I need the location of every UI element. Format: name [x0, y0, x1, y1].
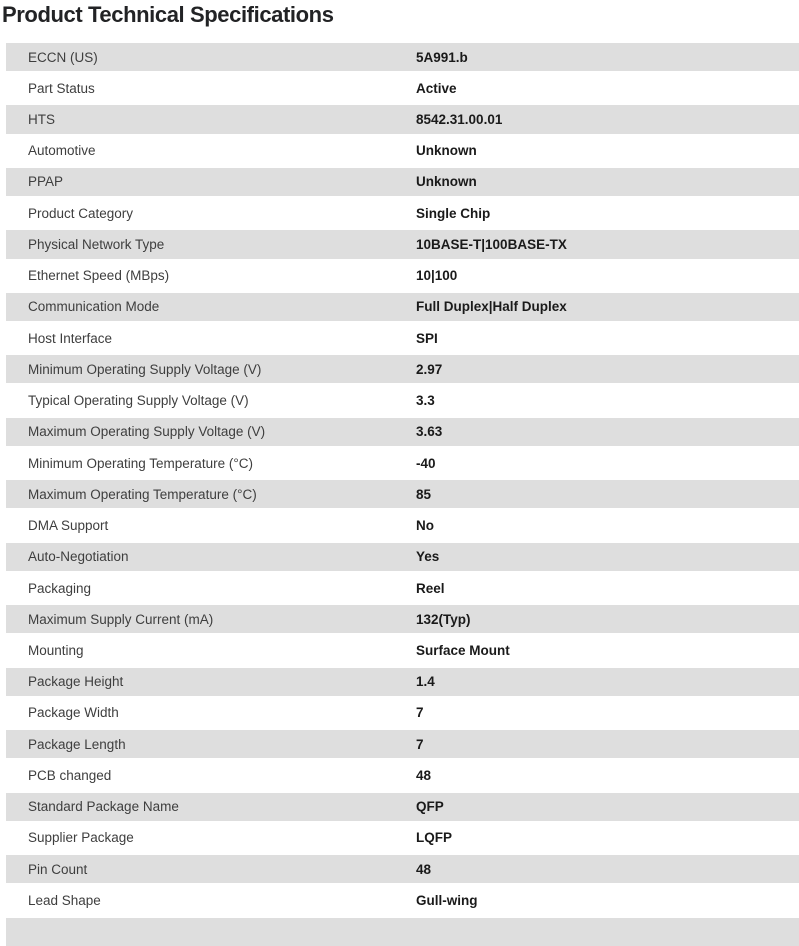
- spec-label: Part Status: [28, 80, 95, 96]
- table-row: [6, 480, 799, 508]
- spec-value: 7: [416, 705, 424, 721]
- spec-value: 8542.31.00.01: [416, 112, 503, 128]
- spec-value: Reel: [416, 580, 445, 596]
- spec-label: PCB changed: [28, 767, 112, 783]
- table-row: [6, 168, 799, 196]
- spec-label: Typical Operating Supply Voltage (V): [28, 393, 249, 409]
- spec-label: Mounting: [28, 643, 84, 658]
- spec-value: 10BASE-T|100BASE-TX: [416, 236, 567, 252]
- spec-value: 48: [416, 861, 432, 877]
- spec-label: Maximum Supply Current (mA): [28, 611, 214, 627]
- spec-label: Supplier Package: [28, 830, 134, 846]
- spec-value: 48: [416, 767, 432, 783]
- spec-value: Yes: [416, 549, 440, 565]
- spec-label: Product Category: [28, 205, 134, 221]
- spec-value: 2.97: [416, 361, 443, 377]
- spec-value: No: [416, 518, 434, 534]
- table-row: [6, 199, 799, 227]
- table-row: [6, 886, 799, 914]
- table-row: [6, 855, 799, 883]
- spec-label: Automotive: [28, 143, 96, 159]
- spec-label: Communication Mode: [28, 299, 160, 315]
- spec-label: Standard Package Name: [28, 799, 179, 815]
- spec-value: 7: [416, 736, 424, 752]
- spec-value: -40: [416, 455, 436, 471]
- spec-table: [0, 43, 799, 946]
- spec-label: Packaging: [28, 580, 92, 596]
- table-row: [6, 74, 799, 102]
- table-row: [6, 105, 799, 133]
- table-row: [6, 824, 799, 852]
- spec-label: Package Length: [28, 736, 126, 752]
- spec-value: 132(Typ): [416, 611, 471, 627]
- spec-value: Unknown: [416, 174, 477, 190]
- table-row: [6, 543, 799, 571]
- table-row: [6, 761, 799, 789]
- table-row: [6, 137, 799, 165]
- spec-label: Minimum Operating Supply Voltage (V): [28, 361, 262, 377]
- table-row: [6, 636, 799, 664]
- table-row: [6, 668, 799, 696]
- table-row: [6, 418, 799, 446]
- spec-value: Unknown: [416, 143, 477, 159]
- table-row: [6, 512, 799, 540]
- table-row: [6, 574, 799, 602]
- spec-label: Maximum Operating Temperature (°C): [28, 486, 257, 502]
- table-row: [6, 262, 799, 290]
- spec-label: HTS: [28, 112, 55, 128]
- spec-label: Auto-Negotiation: [28, 549, 129, 565]
- table-row: [6, 387, 799, 415]
- spec-label: Ethernet Speed (MBps): [28, 268, 170, 284]
- spec-label: Package Height: [28, 674, 124, 690]
- spec-value: 85: [416, 486, 432, 502]
- spec-value: Full Duplex|Half Duplex: [416, 299, 567, 315]
- page-title: Product Technical Specifications: [2, 2, 334, 27]
- table-row-partial: [6, 918, 799, 946]
- table-row: [6, 355, 799, 383]
- spec-value: Surface Mount: [416, 643, 510, 658]
- table-row: [6, 605, 799, 633]
- spec-value: 1.4: [416, 674, 435, 690]
- spec-label: PPAP: [28, 174, 64, 190]
- spec-value: 3.3: [416, 393, 435, 409]
- spec-label: Minimum Operating Temperature (°C): [28, 455, 253, 471]
- spec-value: QFP: [416, 799, 444, 815]
- spec-value: 3.63: [416, 424, 443, 440]
- spec-value: Active: [416, 80, 457, 96]
- table-row: [6, 699, 799, 727]
- table-row: [6, 324, 799, 352]
- table-row: [6, 293, 799, 321]
- spec-label: Host Interface: [28, 330, 113, 346]
- spec-label: ECCN (US): [28, 49, 98, 65]
- table-row: [6, 730, 799, 758]
- spec-value: 10|100: [416, 268, 458, 284]
- spec-value: LQFP: [416, 830, 452, 846]
- spec-value: Gull-wing: [416, 892, 478, 908]
- table-row: [6, 449, 799, 477]
- spec-label: Pin Count: [28, 861, 88, 877]
- spec-value: Single Chip: [416, 205, 491, 221]
- spec-label: DMA Support: [28, 518, 109, 534]
- spec-label: Physical Network Type: [28, 236, 165, 252]
- spec-label: Maximum Operating Supply Voltage (V): [28, 424, 266, 440]
- spec-value: SPI: [416, 330, 438, 346]
- spec-label: Lead Shape: [28, 892, 101, 908]
- table-row: [6, 793, 799, 821]
- spec-value: 5A991.b: [416, 49, 468, 65]
- table-row: [6, 230, 799, 258]
- spec-label: Package Width: [28, 705, 119, 721]
- table-row: [6, 43, 799, 71]
